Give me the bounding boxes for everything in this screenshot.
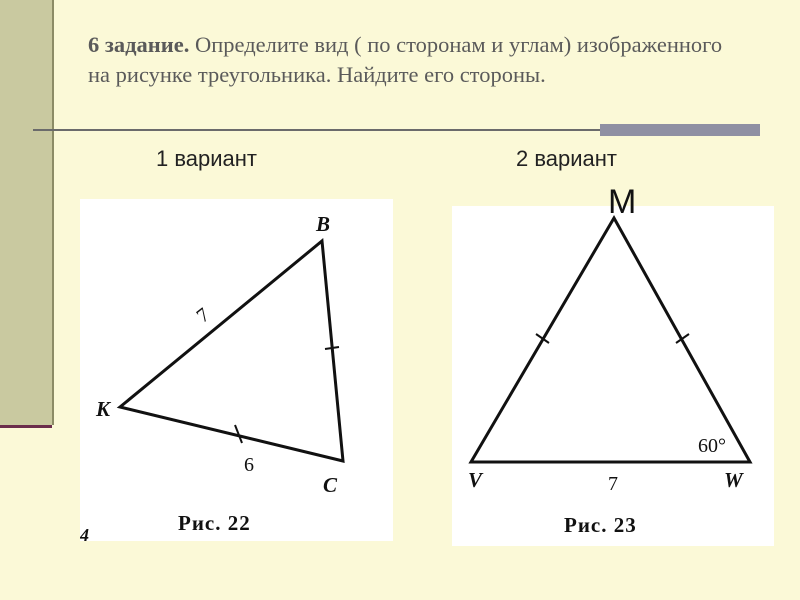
side-kb-length: 7	[192, 303, 214, 328]
side-vw-length: 7	[608, 473, 618, 495]
title-divider	[33, 129, 601, 131]
triangle-mvw	[471, 218, 750, 462]
figure-23-caption: Рис. 23	[564, 513, 637, 537]
figure-23-panel	[452, 206, 774, 546]
task-text: Определите вид ( по сторонам и углам) изображенного на рисунке треугольника. Найдите его стороны.	[88, 32, 723, 87]
corner-mark: 4	[80, 525, 89, 541]
task-title	[88, 30, 728, 90]
task-number: 6 задание.	[88, 32, 190, 57]
vertex-m-label: M	[608, 183, 637, 221]
vertex-c-label: C	[323, 473, 338, 497]
figure-22-caption: Рис. 22	[178, 511, 251, 535]
vertex-w-label: W	[724, 468, 743, 492]
variant-2-label: 2 вариант	[516, 146, 618, 171]
vertex-b-label: B	[316, 212, 331, 236]
side-kc-length: 6	[244, 454, 254, 476]
figure-22-drawing	[80, 199, 393, 541]
figure-23-drawing	[452, 206, 774, 546]
decorative-side-strip	[0, 0, 54, 425]
tick-mark-bc	[325, 347, 339, 349]
variant-1-label: 1 вариант	[156, 146, 258, 171]
figure-22-panel	[80, 199, 393, 541]
divider-accent-bar	[600, 124, 760, 136]
decorative-side-line	[0, 425, 52, 428]
vertex-v-label: V	[468, 468, 483, 492]
vertex-k-label: K	[96, 397, 111, 421]
triangle-kbc	[120, 241, 343, 461]
angle-w-label: 60°	[698, 435, 726, 457]
